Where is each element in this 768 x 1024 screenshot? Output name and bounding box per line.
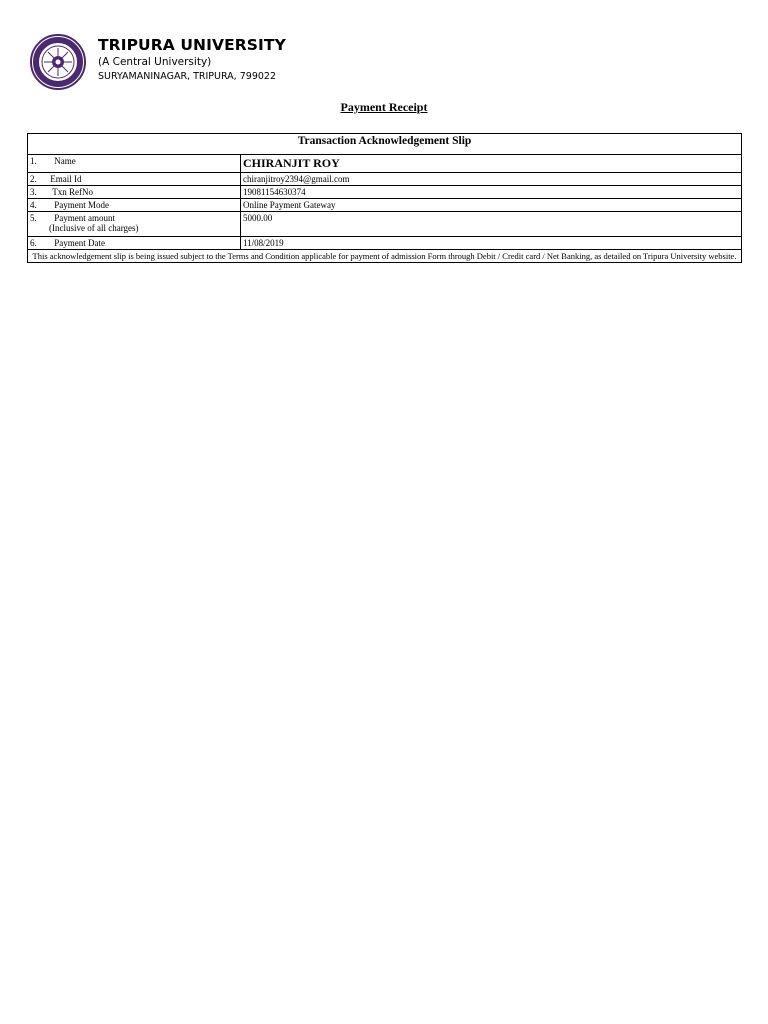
row-number: 4. — [30, 200, 37, 210]
table-row — [28, 155, 742, 173]
payment-mode-value: Online Payment Gateway — [241, 199, 742, 212]
row-label: Payment Mode — [54, 200, 109, 210]
email-value: chiranjitroy2394@gmail.com — [241, 173, 742, 186]
university-address: SURYAMANINAGAR, TRIPURA, 799022 — [98, 71, 276, 82]
university-name: TRIPURA UNIVERSITY — [98, 36, 286, 54]
row-number: 5. — [30, 213, 37, 223]
table-row — [28, 237, 742, 250]
table-row — [28, 186, 742, 199]
row-label-cell — [28, 199, 241, 212]
terms-note: This acknowledgement slip is being issued subject to the Terms and Condition applicable for payment of admission Form through Debit / Credit card / Net Banking, as detailed on Tripura University website. — [28, 250, 742, 263]
row-label-cell — [28, 237, 241, 250]
row-label: Payment Date — [54, 238, 105, 248]
row-label: Txn RefNo — [52, 187, 93, 197]
university-subtitle: (A Central University) — [98, 56, 212, 68]
row-number: 3. — [30, 187, 37, 197]
row-value-cell — [241, 155, 742, 173]
row-label-cell — [28, 173, 241, 186]
payment-amount-value: 5000.00 — [241, 212, 742, 237]
document-title: Payment Receipt — [340, 100, 428, 114]
row-number: 1. — [30, 156, 37, 166]
payment-date-value: 11/08/2019 — [241, 237, 742, 250]
university-seal-icon — [30, 34, 86, 90]
txn-ref-value: 19081154630374 — [241, 186, 742, 199]
slip-header-row — [28, 134, 742, 155]
table-row — [28, 212, 742, 237]
row-label-cell — [28, 186, 241, 199]
terms-note-row — [28, 250, 742, 263]
row-label-cell — [28, 155, 241, 173]
table-row — [28, 199, 742, 212]
row-label: Name — [54, 156, 76, 166]
acknowledgement-slip-table — [27, 133, 742, 263]
row-label: Payment amount — [54, 213, 115, 223]
row-sublabel: (Inclusive of all charges) — [49, 223, 139, 233]
name-value: CHIRANJIT ROY — [243, 156, 340, 170]
row-label-cell — [28, 212, 241, 237]
letterhead — [30, 34, 730, 90]
row-number: 2. — [30, 174, 37, 184]
table-row — [28, 173, 742, 186]
slip-title: Transaction Acknowledgement Slip — [28, 134, 742, 155]
row-label: Email Id — [50, 174, 82, 184]
row-number: 6. — [30, 238, 37, 248]
